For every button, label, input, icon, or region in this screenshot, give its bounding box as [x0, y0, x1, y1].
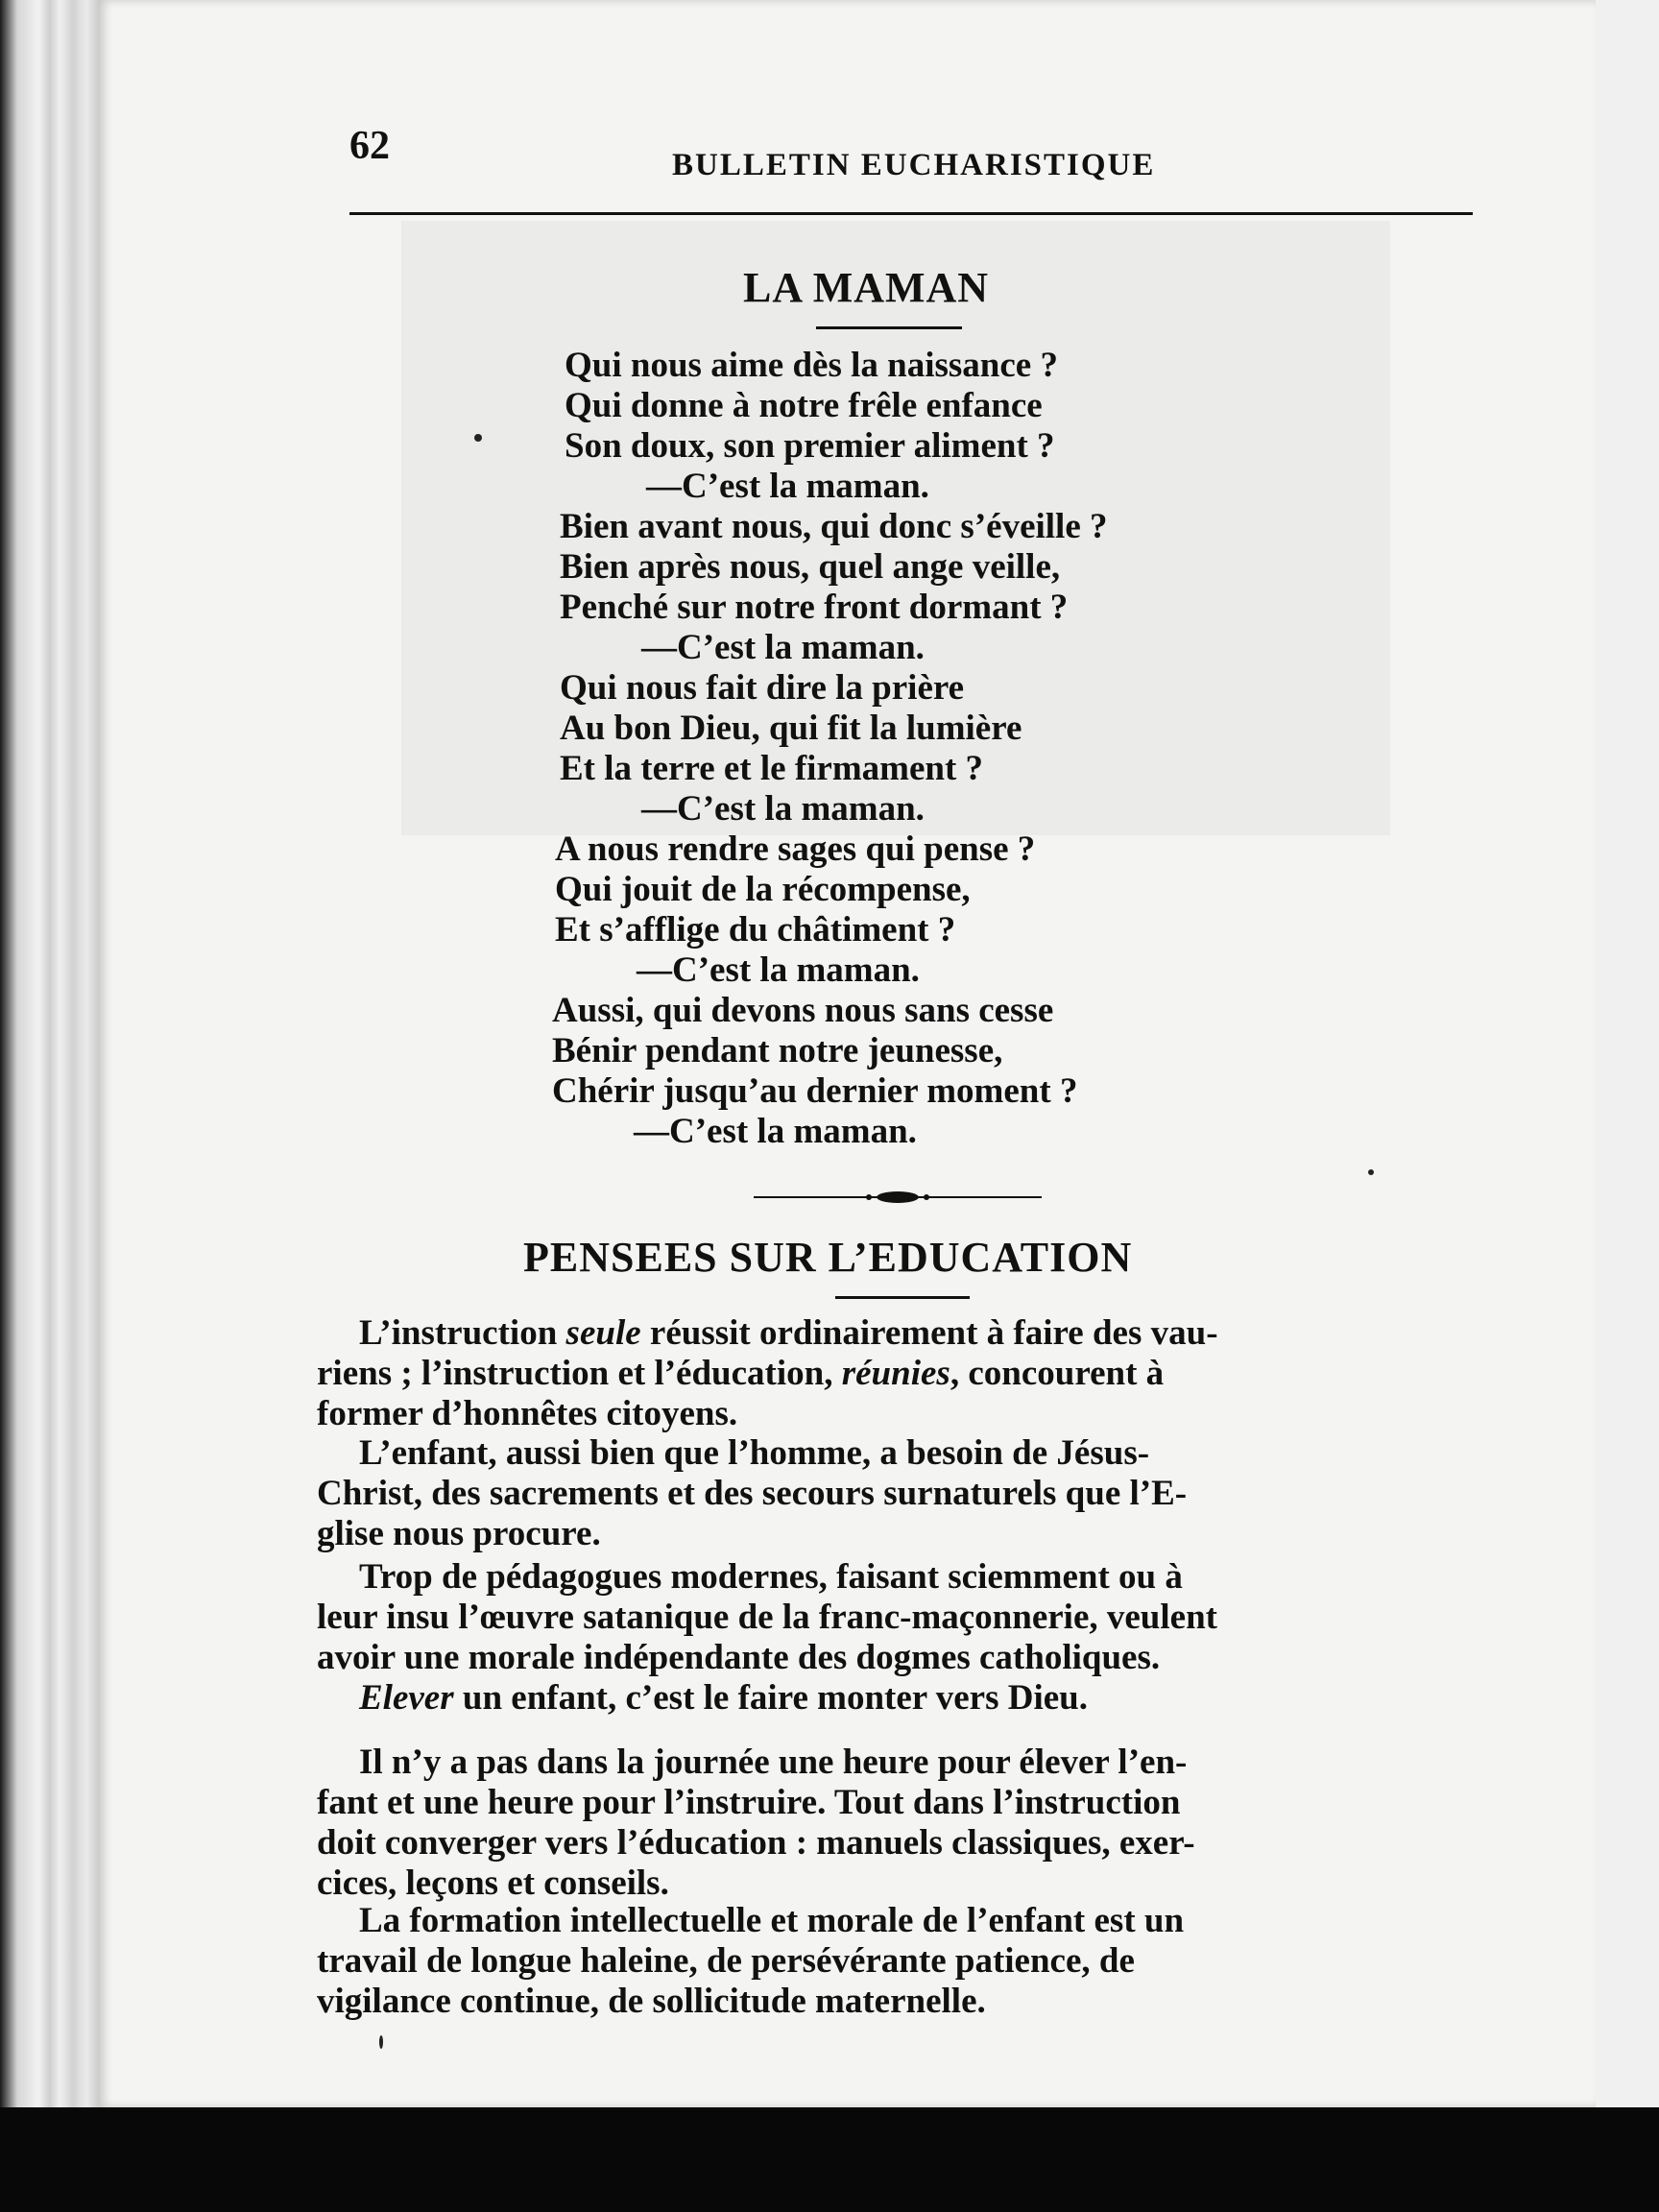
paragraph	[317, 1433, 1448, 1554]
paragraph-line: L’enfant, aussi bien que l’homme, a besoin de Jésus-	[359, 1433, 1150, 1473]
poem-stanza	[560, 507, 1108, 668]
poem-stanza	[555, 830, 1035, 991]
poem-stanza	[560, 668, 1022, 830]
poem-refrain: —C’est la maman.	[634, 1112, 917, 1151]
paragraph-line: Elever un enfant, c’est le faire monter vers Dieu.	[359, 1678, 1089, 1718]
poem-line: Bénir pendant notre jeunesse,	[552, 1031, 1003, 1070]
poem-line: Qui nous fait dire la prière	[560, 668, 965, 708]
paragraph-line: cices, leçons et conseils.	[317, 1863, 669, 1903]
paragraph-line: La formation intellectuelle et morale de l’enfant est un	[359, 1901, 1185, 1940]
header-rule	[349, 212, 1473, 215]
paragraph-line: avoir une morale indépendante des dogmes catholiques.	[317, 1638, 1161, 1677]
section-title: PENSEES SUR L’EDUCATION	[523, 1234, 1133, 1281]
paragraph-line: doit converger vers l’éducation : manuels classiques, exer-	[317, 1823, 1195, 1863]
poem-line: Au bon Dieu, qui fit la lumière	[560, 709, 1022, 748]
page-number: 62	[349, 124, 390, 168]
ink-speck	[379, 2035, 383, 2049]
poem-line: Qui nous aime dès la naissance ?	[565, 346, 1058, 385]
poem-line: Penché sur notre front dormant ?	[560, 588, 1069, 627]
paragraph-line: Il n’y a pas dans la journée une heure pour élever l’en-	[359, 1743, 1188, 1782]
poem-line: Bien avant nous, qui donc s’éveille ?	[560, 507, 1108, 546]
paragraph-line: Christ, des sacrements et des secours surnaturels que l’E-	[317, 1474, 1188, 1513]
emphasized-word: seule	[565, 1313, 641, 1353]
poem-line: Et la terre et le firmament ?	[560, 749, 984, 788]
poem-line: Qui jouit de la récompense,	[555, 870, 971, 909]
paragraph	[317, 1743, 1448, 1904]
paragraph-line: former d’honnêtes citoyens.	[317, 1394, 738, 1433]
poem-line: Et s’afflige du châtiment ?	[555, 910, 956, 950]
page-stack-edge	[0, 0, 108, 2212]
ink-speck	[474, 434, 482, 442]
poem-refrain: —C’est la maman.	[637, 950, 920, 990]
paragraph-line: L’instruction seule réussit ordinairement à faire des vau-	[359, 1313, 1218, 1353]
poem-line: Qui donne à notre frêle enfance	[565, 386, 1043, 425]
paragraph-line: travail de longue haleine, de persévérante patience, de	[317, 1941, 1135, 1981]
section-underline	[835, 1296, 970, 1299]
poem-line: Aussi, qui devons nous sans cesse	[552, 991, 1054, 1030]
poem-refrain: —C’est la maman.	[646, 467, 929, 506]
paragraph	[317, 1313, 1448, 1434]
paragraph-line: vigilance continue, de sollicitude maternelle.	[317, 1982, 986, 2021]
poem-stanza	[552, 991, 1077, 1152]
poem-refrain: —C’est la maman.	[641, 789, 925, 829]
paragraph	[317, 1678, 1448, 1719]
running-title: BULLETIN EUCHARISTIQUE	[672, 148, 1156, 182]
paragraph-line: fant et une heure pour l’instruire. Tout dans l’instruction	[317, 1783, 1181, 1822]
emphasized-word: réunies	[841, 1354, 950, 1393]
ornament-divider	[754, 1190, 1042, 1204]
paragraph-line: leur insu l’œuvre satanique de la franc-maçonnerie, veulent	[317, 1598, 1217, 1637]
paragraph	[317, 1557, 1448, 1678]
poem-title: LA MAMAN	[743, 264, 990, 311]
poem-refrain: —C’est la maman.	[641, 628, 925, 667]
poem-line: Son doux, son premier aliment ?	[565, 426, 1055, 466]
poem-line: A nous rendre sages qui pense ?	[555, 830, 1036, 869]
paragraph-line: glise nous procure.	[317, 1514, 601, 1553]
title-underline	[816, 326, 962, 329]
ink-speck	[1368, 1169, 1374, 1175]
right-margin	[1596, 0, 1659, 2212]
poem-line: Chérir jusqu’au dernier moment ?	[552, 1071, 1078, 1111]
bottom-scan-border	[0, 2107, 1659, 2212]
poem-stanza	[565, 346, 1058, 507]
paragraph-line: Trop de pédagogues modernes, faisant sciemment ou à	[359, 1557, 1183, 1597]
paragraph-line: riens ; l’instruction et l’éducation, réunies, concourent à	[317, 1354, 1165, 1393]
poem-line: Bien après nous, quel ange veille,	[560, 547, 1061, 587]
paragraph	[317, 1901, 1448, 2022]
emphasized-word: Elever	[359, 1678, 454, 1718]
